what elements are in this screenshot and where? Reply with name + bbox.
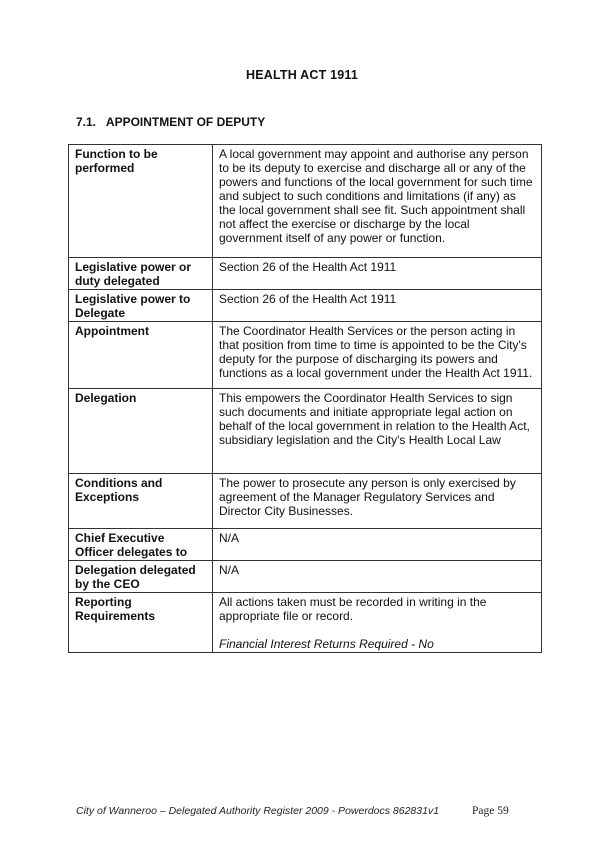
row-label: Function to be performed	[69, 145, 213, 258]
reporting-text: All actions taken must be recorded in writing in the appropriate file or record.	[219, 595, 487, 623]
table-row	[69, 258, 542, 290]
row-value: The power to prosecute any person is only exercised by agreement of the Manager Regulatory Services and Director City Businesses.	[213, 474, 542, 529]
row-value: N/A	[213, 561, 542, 593]
row-value	[213, 593, 542, 653]
row-label: Legislative power or duty delegated	[69, 258, 213, 290]
table-row	[69, 322, 542, 389]
footer-text: City of Wanneroo – Delegated Authority Register 2009 - Powerdocs 862831v1	[76, 805, 440, 817]
spacer	[219, 623, 535, 637]
page-footer	[76, 805, 509, 817]
table-row	[69, 389, 542, 474]
table-row	[69, 529, 542, 561]
section-heading	[76, 115, 265, 129]
page-number: Page 59	[471, 805, 509, 817]
section-number: 7.1.	[76, 115, 97, 129]
table-row	[69, 593, 542, 653]
row-label: Chief Executive Officer delegates to	[69, 529, 213, 561]
row-value: The Coordinator Health Services or the person acting in that position from time to time is appointed to be the City's deputy for the purpose of discharging its powers and functions as a local government under the Health Act 1911.	[213, 322, 542, 389]
row-label: Conditions and Exceptions	[69, 474, 213, 529]
row-value: Section 26 of the Health Act 1911	[213, 290, 542, 322]
row-label: Legislative power to Delegate	[69, 290, 213, 322]
table-row	[69, 290, 542, 322]
row-label: Delegation	[69, 389, 213, 474]
table-row	[69, 474, 542, 529]
table-row	[69, 145, 542, 258]
row-value: This empowers the Coordinator Health Services to sign such documents and initiate appropriate legal action on behalf of the local government in relation to the Health Act, subsidiary legislation and the City's Health Local Law	[213, 389, 542, 474]
delegation-table	[68, 144, 542, 653]
row-value: N/A	[213, 529, 542, 561]
row-label: Appointment	[69, 322, 213, 389]
row-value: Section 26 of the Health Act 1911	[213, 258, 542, 290]
document-title: HEALTH ACT 1911	[245, 68, 359, 82]
section-title: APPOINTMENT OF DEPUTY	[105, 115, 266, 129]
row-label: Delegation delegated by the CEO	[69, 561, 213, 593]
row-label: Reporting Requirements	[69, 593, 213, 653]
row-value: A local government may appoint and authorise any person to be its deputy to exercise and discharge all or any of the powers and functions of the local government for such time and subject to such conditions and limitations (if any) as the local government shall see fit. Such appointment shall not affect the exercise or discharge by the local government itself of any power or function.	[213, 145, 542, 258]
financial-interest-note: Financial Interest Returns Required - No	[219, 637, 434, 651]
table-row	[69, 561, 542, 593]
